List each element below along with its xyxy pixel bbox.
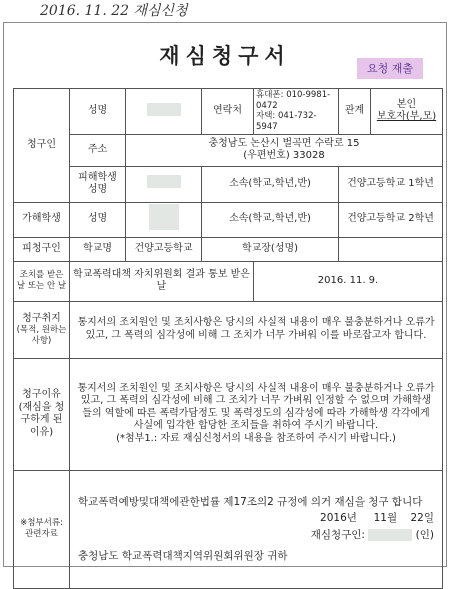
purpose-section-label xyxy=(14,301,70,358)
claim-month: 11월 xyxy=(373,511,398,524)
school-name-label: 학교명 xyxy=(70,237,126,261)
home-number: 자택: 041-732-5947 xyxy=(256,111,317,132)
review-stamp: 요청 재출 xyxy=(357,58,423,79)
relation-value[interactable] xyxy=(371,89,443,135)
applicant-label: 재심청구인: xyxy=(310,528,365,541)
claim-day: 22일 xyxy=(410,511,434,524)
contact-value[interactable] xyxy=(254,89,339,135)
respondent-section-label: 피청구인 xyxy=(14,237,70,261)
address-value[interactable] xyxy=(126,134,443,166)
notice-date[interactable]: 2016. 11. 9. xyxy=(254,261,443,301)
attachment-body[interactable] xyxy=(70,470,443,588)
notice-section-label: 조치를 받은 날 또는 안 날 xyxy=(14,261,70,301)
notice-middle-label: 학교폭력대책 자치위원회 결과 통보 받은 날 xyxy=(70,261,254,301)
application-form xyxy=(13,88,443,589)
purpose-label: 청구취지 xyxy=(22,312,61,324)
handwritten-header: 2016. 11. 22 재심신청 xyxy=(40,3,188,19)
relation-guardian: 보호자(부,모) xyxy=(376,111,437,123)
contact-label: 연락처 xyxy=(202,89,254,135)
redacted-name xyxy=(149,204,179,230)
redacted-name xyxy=(147,175,181,188)
claimant-name-value[interactable] xyxy=(126,89,202,135)
address-label: 주소 xyxy=(70,134,126,166)
claimant-section-label: 청구인 xyxy=(14,89,70,203)
perpetrator-section-label: 가해학생 xyxy=(14,202,70,237)
relation-label: 관계 xyxy=(339,89,371,135)
perpetrator-affiliation-value[interactable]: 건양고등학교 2학년 xyxy=(339,202,443,237)
perpetrator-name-label: 성명 xyxy=(70,202,126,237)
redacted-name xyxy=(147,103,181,116)
reason-note: (*첨부1.: 자료 재심신청서의 내용을 참조하여 주시기 바랍니다.) xyxy=(116,432,396,444)
postal-code: (우편번호) 33028 xyxy=(243,150,325,161)
reason-section-label: 청구이유 (재심을 청구하게 된 이유) xyxy=(14,358,70,470)
victim-affiliation-value[interactable]: 건양고등학교 1학년 xyxy=(339,166,443,202)
principal-label: 학교장(성명) xyxy=(202,237,339,261)
principal-value[interactable] xyxy=(339,237,443,261)
seal-mark: (인) xyxy=(415,528,434,541)
victim-affiliation-label: 소속(학교,학년,반) xyxy=(202,166,339,202)
applicant-line xyxy=(78,529,434,542)
purpose-text[interactable]: 통지서의 조치원인 및 조치사항은 당시의 사실적 내용이 매우 불충분하거나 오류가 있고, 그 폭력의 심각성에 비해 그 조치가 너무 가벼워 이를 바로잡고자 합니다. xyxy=(70,301,443,358)
purpose-sub-label: (목적, 원하는사항) xyxy=(16,325,67,346)
attachment-section-label: ※첨부서류: 관련자료 xyxy=(14,470,70,588)
school-name-value[interactable]: 건양고등학교 xyxy=(126,237,202,261)
mobile-number: 휴대폰: 010-9981-0472 xyxy=(256,90,331,111)
claim-year: 2016년 xyxy=(320,511,357,524)
recipient-line: 충청남도 학교폭력대책지역위원회위원장 귀하 xyxy=(78,549,288,562)
address-line: 충청남도 논산시 벌곡면 수락로 15 xyxy=(208,137,360,149)
claim-date xyxy=(78,512,434,525)
redacted-signature xyxy=(368,529,412,541)
reason-body: 통지서의 조치원인 및 조치사항은 당시의 사실적 내용이 매우 불충분하거나 오류가 있고, 그 폭력의 심각성에 비해 그 조치가 너무 가벼워 인정할 수 없으며 가해학생들의 역할에 따른 폭력가담정도 및 폭력정도의 심각성에 따라 가해학생 각각에게 사실에 입각한 합당한 조치들을 취하여 주시기 바랍니다. xyxy=(77,382,435,432)
claim-statement: 학교폭력예방및대책에관한법률 제17조의2 규정에 의거 재심을 청구 합니다 xyxy=(78,495,423,508)
perpetrator-affiliation-label: 소속(학교,학년,반) xyxy=(202,202,339,237)
relation-self: 본인 xyxy=(396,98,417,110)
page-title: 재심청구서 xyxy=(159,44,291,68)
claimant-name-label: 성명 xyxy=(70,89,126,135)
reason-text[interactable] xyxy=(70,358,443,470)
victim-name-value[interactable] xyxy=(126,166,202,202)
victim-name-label: 피해학생 성명 xyxy=(70,166,126,202)
perpetrator-name-value[interactable] xyxy=(126,202,202,237)
